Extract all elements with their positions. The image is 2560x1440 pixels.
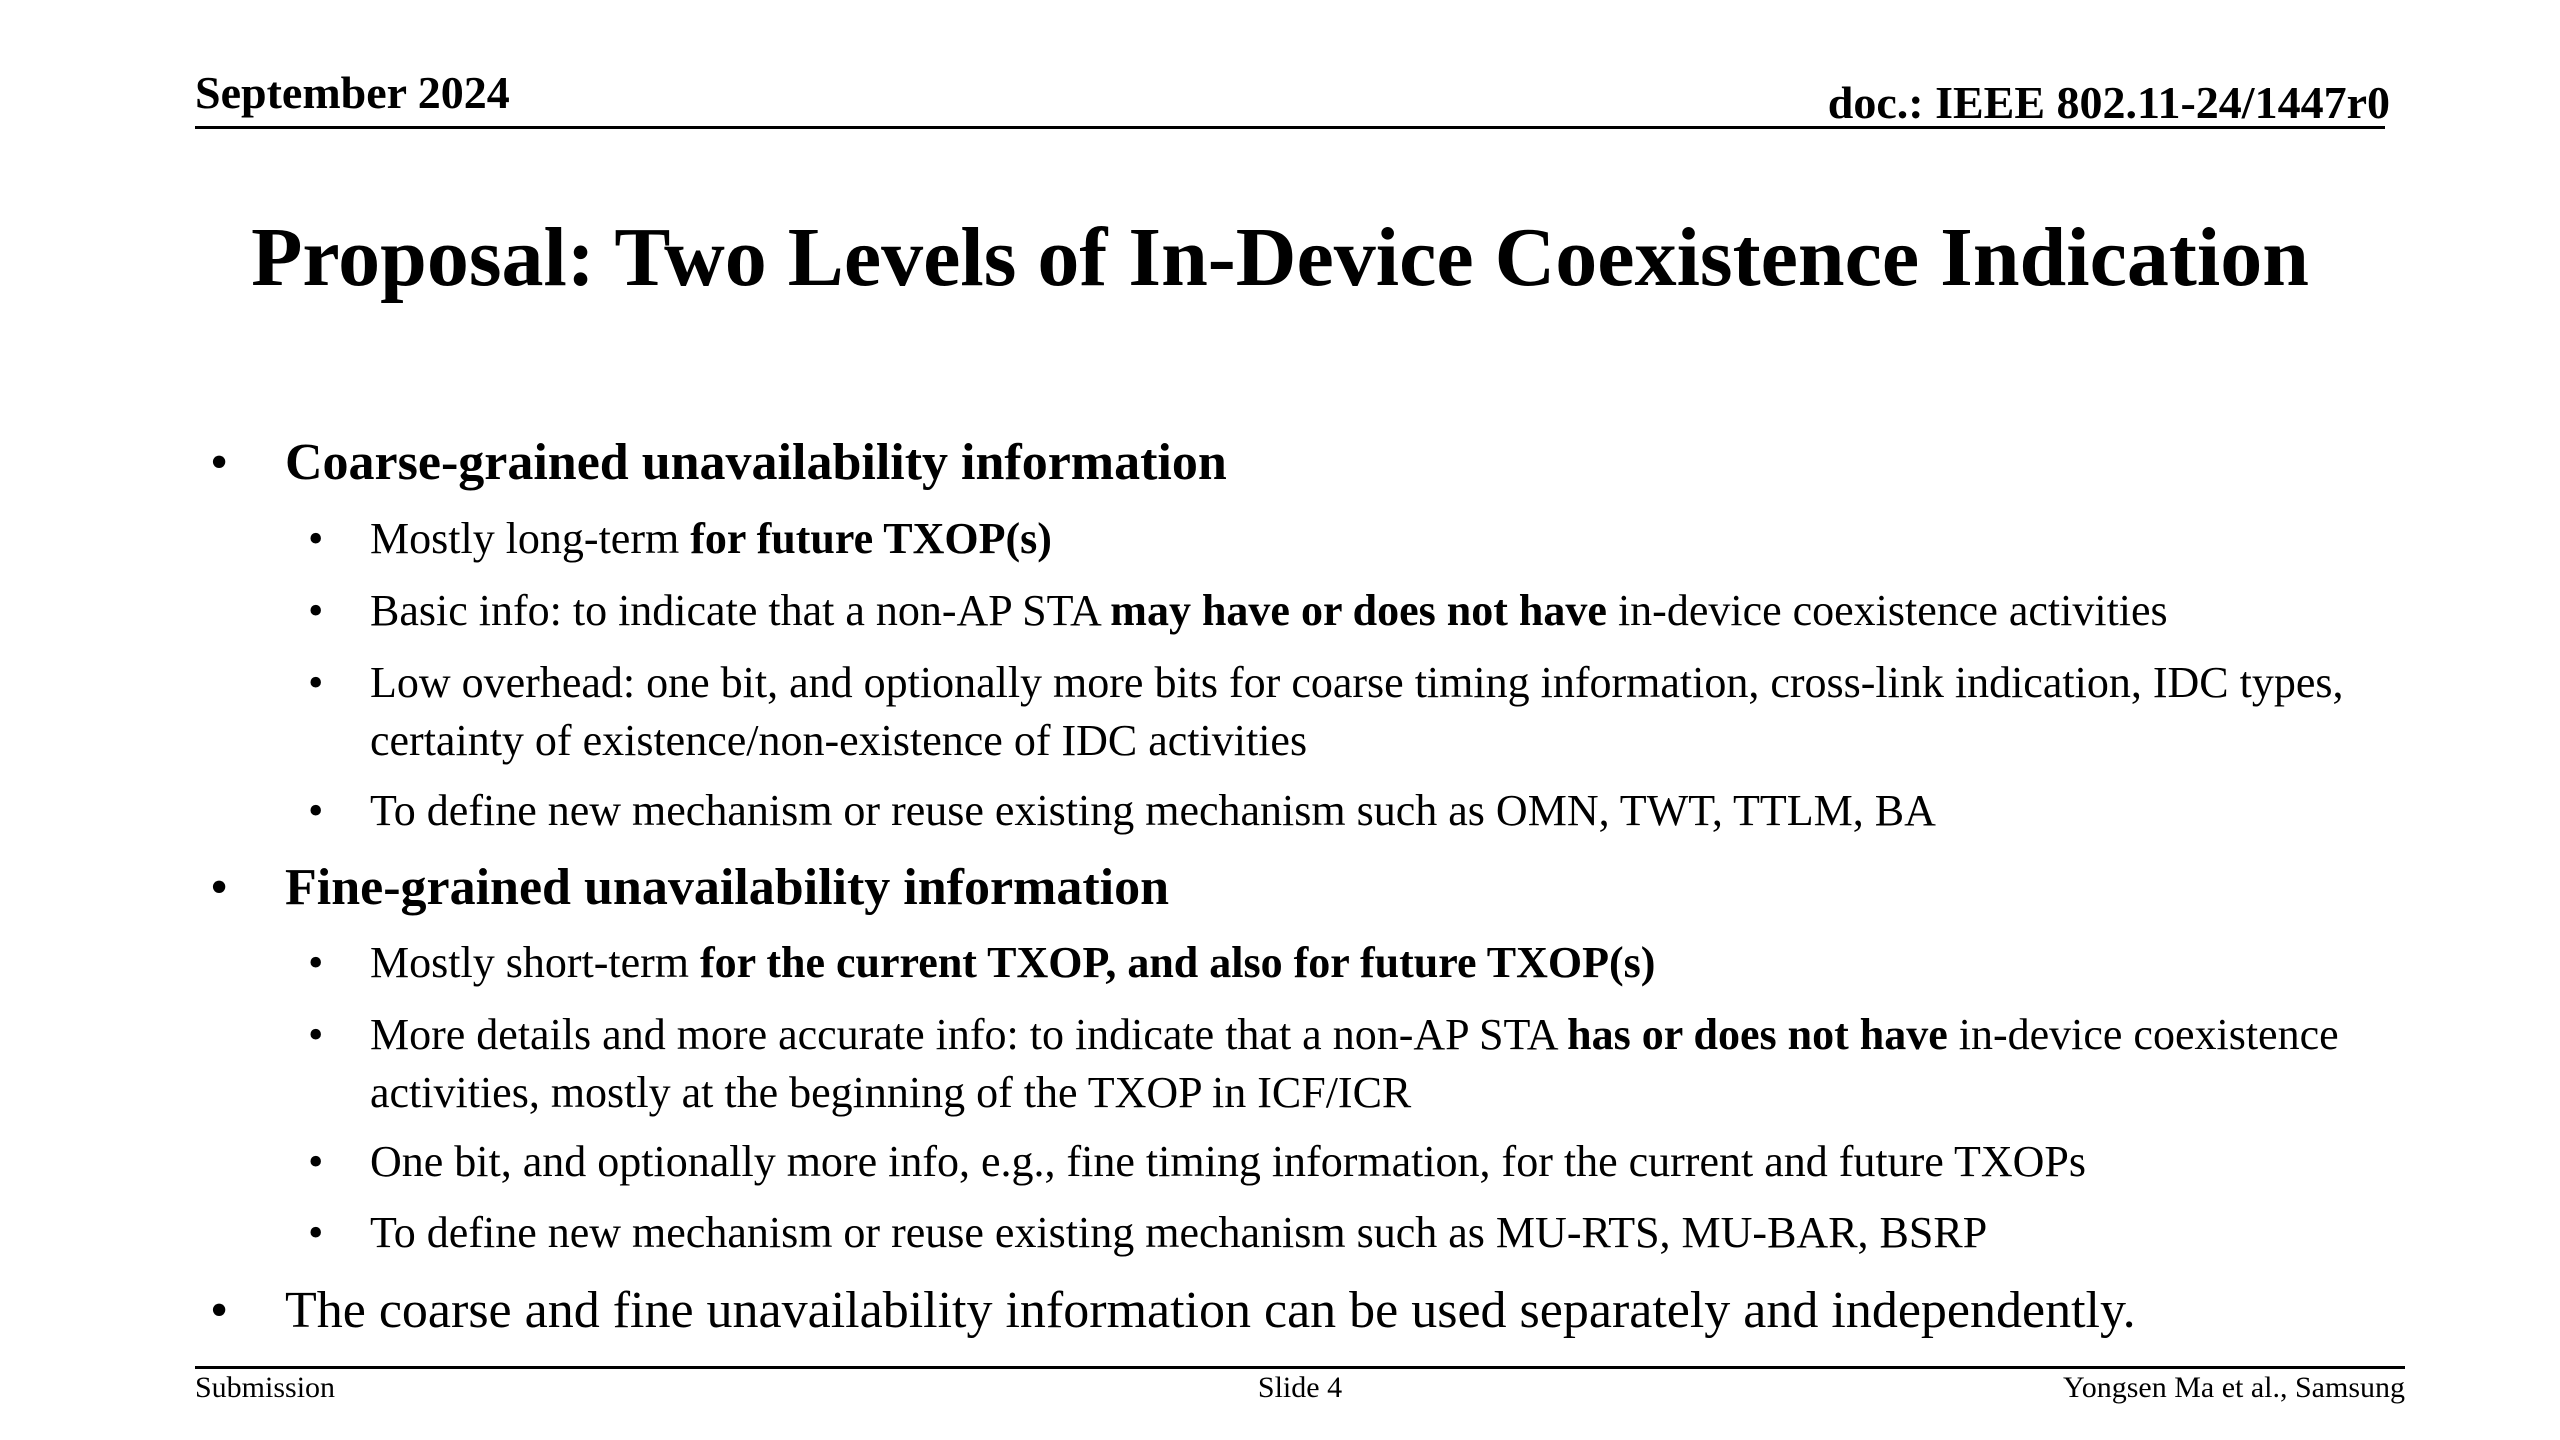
list-item: Basic info: to indicate that a non-AP STA may have or does not have in-device coexistence activities bbox=[370, 586, 2168, 635]
header-doc-id: doc.: IEEE 802.11-24/1447r0 bbox=[1827, 77, 2390, 128]
list-item: Low overhead: one bit, and optionally more bits for coarse timing information, cross-link indication, IDC types, certainty of existence/non-existence of IDC activities bbox=[370, 658, 2344, 765]
bullet-icon: • bbox=[210, 859, 229, 916]
list-item: To define new mechanism or reuse existing mechanism such as MU-RTS, MU-BAR, BSRP bbox=[370, 1208, 1988, 1257]
bullet-icon: • bbox=[308, 658, 324, 707]
list-item: One bit, and optionally more info, e.g., fine timing information, for the current and future TXOPs bbox=[370, 1137, 2087, 1186]
closing-statement: The coarse and fine unavailability information can be used separately and independently. bbox=[285, 1282, 2136, 1339]
section-heading-fine: Fine-grained unavailability information bbox=[285, 859, 1170, 916]
slide-title: Proposal: Two Levels of In-Device Coexistence Indication bbox=[251, 211, 2309, 304]
footer-author: Yongsen Ma et al., Samsung bbox=[2063, 1371, 2405, 1404]
bullet-icon: • bbox=[308, 938, 324, 987]
list-item: Mostly long-term for future TXOP(s) bbox=[370, 514, 1052, 563]
footer-slide-number: Slide 4 bbox=[1257, 1371, 1343, 1404]
footer-submission: Submission bbox=[195, 1371, 336, 1404]
bullet-icon: • bbox=[308, 786, 324, 835]
bullet-icon: • bbox=[210, 1282, 229, 1339]
bullet-icon: • bbox=[308, 586, 324, 635]
section-heading-coarse: Coarse-grained unavailability information bbox=[285, 434, 1227, 491]
bullet-icon: • bbox=[308, 1137, 324, 1186]
bullet-icon: • bbox=[308, 1208, 324, 1257]
header-rule bbox=[195, 126, 2385, 129]
bullet-icon: • bbox=[308, 1010, 324, 1059]
bullet-icon: • bbox=[308, 514, 324, 563]
list-item: Mostly short-term for the current TXOP, and also for future TXOP(s) bbox=[370, 938, 1656, 987]
list-item: To define new mechanism or reuse existing mechanism such as OMN, TWT, TTLM, BA bbox=[370, 786, 1936, 835]
bullet-icon: • bbox=[210, 434, 229, 491]
footer-rule bbox=[195, 1366, 2405, 1369]
header-date: September 2024 bbox=[195, 67, 510, 118]
list-item: More details and more accurate info: to indicate that a non-AP STA has or does not have in-device coexistence activities, mostly at the beginning of the TXOP in ICF/ICR bbox=[370, 1010, 2339, 1117]
